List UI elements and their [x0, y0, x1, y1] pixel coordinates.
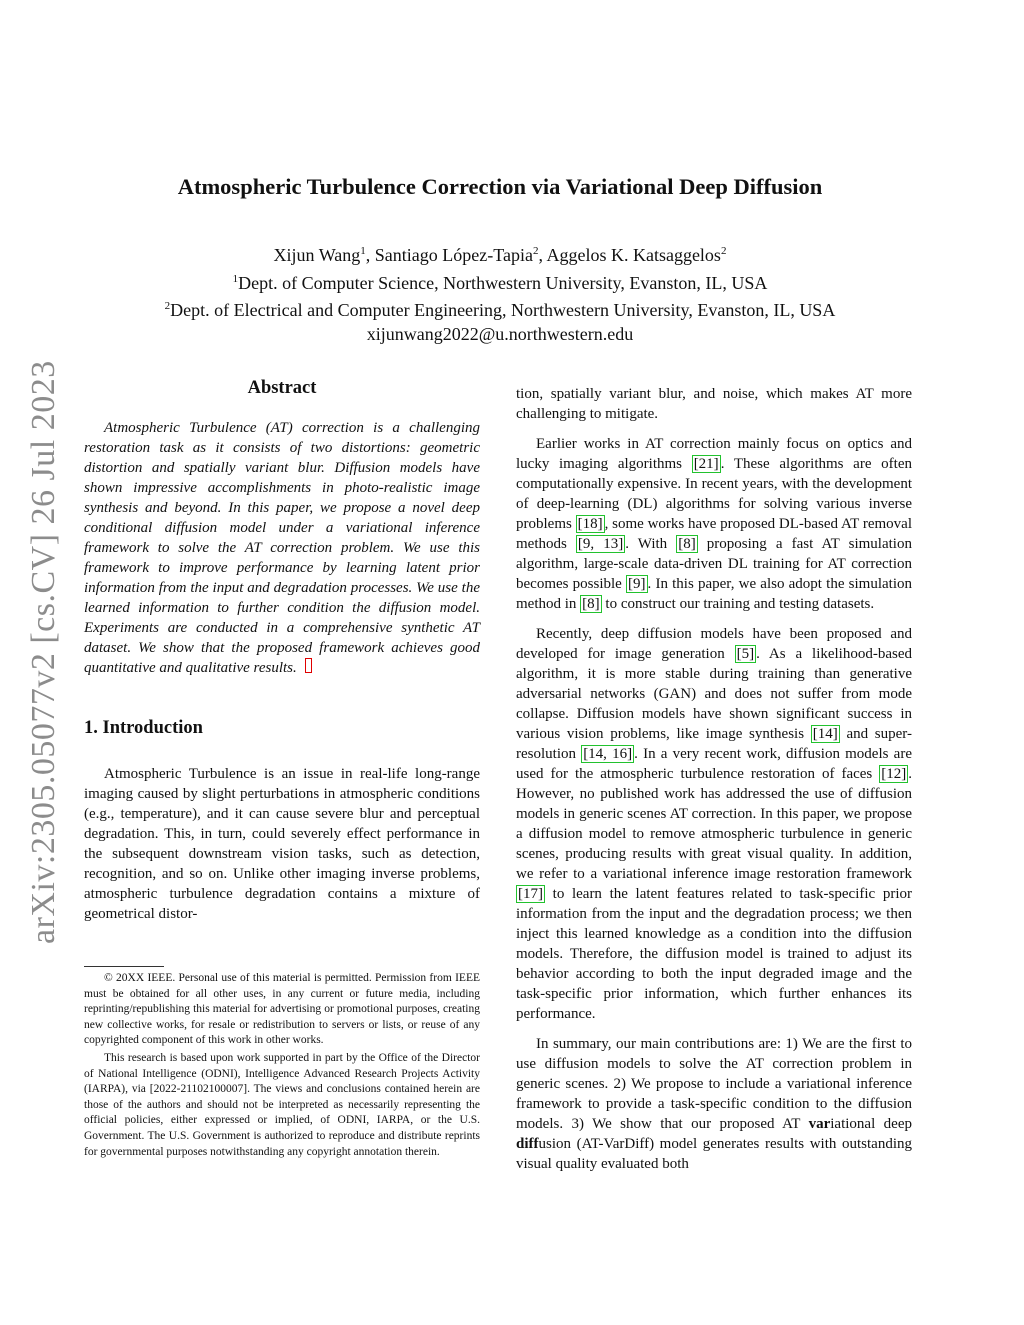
- citation-link[interactable]: [5]: [736, 646, 755, 662]
- acronym-bold-diff: diff: [516, 1136, 539, 1152]
- abstract-heading: Abstract: [247, 378, 317, 398]
- arxiv-identifier-stamp: arXiv:2305.05077v2 [cs.CV] 26 Jul 2023: [25, 360, 62, 944]
- footnote-divider: [84, 966, 164, 967]
- author-block: [0, 240, 1000, 346]
- citation-link[interactable]: [18]: [577, 516, 603, 532]
- text-run: , some works have proposed DL-based AT removal methods: [516, 516, 912, 552]
- intro-paragraph-1-continued: tion, spatially variant blur, and noise, which makes AT more challenging to mitigate.: [516, 386, 912, 422]
- affiliation-text: Dept. of Electrical and Computer Engineering, Northwestern University, Evanston, IL, USA: [170, 300, 836, 320]
- affiliation-sup: 2: [164, 300, 171, 312]
- text-run: iational deep: [830, 1116, 912, 1132]
- citation-link[interactable]: [12]: [881, 766, 907, 782]
- citation-link[interactable]: [14, 16]: [583, 746, 633, 762]
- text-run: In summary, our main contributions are: 1) We are the first to use diffusion models to solve the AT correction problem in generic scenes. 2) We propose to include a variational inference framework to provide a task-specific condition to the diffusion models. 3) We show that our proposed AT: [516, 1036, 912, 1132]
- author-names: Xijun Wang$^1$, Santiago López-Tapia$^2$, Aggelos K. Katsaggelos$^2$: [273, 245, 727, 265]
- funding-footnote: This research is based upon work supported in part by the Office of the Director of National Intelligence (ODNI), Intelligence Advanced Research Projects Activity (IARPA), via [2022-21102100007]. The views and conclusions contained herein are those of the authors and should not be interpreted as necessarily representing the official policies, either expressed or implied, of ODNI, IARPA, or the U.S. Government. The U.S. Government is authorized to reproduce and distribute reprints for governmental purposes notwithstanding any copyright annotation therein.: [84, 1051, 480, 1158]
- affiliation-line: [0, 268, 1000, 296]
- text-run: . As a likelihood-based algorithm, it is more stable during training than generative adversarial networks (GAN) and does not suffer from mode collapse. Diffusion models have shown significant success in various vision problems, like image synthesis: [516, 646, 912, 742]
- text-run: Earlier works in AT correction mainly focus on optics and lucky imaging algorithms: [516, 436, 912, 472]
- footnote-link-marker[interactable]: [305, 658, 312, 673]
- citation-link[interactable]: [9]: [628, 576, 646, 592]
- abstract-text: Atmospheric Turbulence (AT) correction is a challenging restoration task as it consists of two distortions: geometric distortion and spatially variant blur. Diffusion models have shown impressive accomplishments in photo-realistic image synthesis and beyond. In this paper, we propose a novel deep conditional diffusion model under a variational inference framework to solve the AT correction problem. We use this framework to improve performance by learning latent prior information from the input and degradation processes. We use the learned information to further condition the diffusion model. Experiments are conducted in a comprehensive synthetic AT dataset. We show that the proposed framework achieves good quantitative and qualitative results.: [84, 420, 480, 676]
- text-run: proposing a fast AT simulation algorithm, large-scale data-driven DL training for AT correction becomes possible: [516, 536, 912, 592]
- citation-link[interactable]: [9, 13]: [577, 536, 624, 552]
- author-affil-sup: 2: [532, 245, 539, 257]
- text-run: and super-resolution: [516, 726, 912, 762]
- author-name: Aggelos K. Katsaggelos: [546, 245, 721, 265]
- acronym-bold-var: var: [808, 1116, 831, 1132]
- text-run: . With: [625, 536, 677, 552]
- intro-paragraph-2: [516, 434, 912, 614]
- introduction-heading: 1. Introduction: [84, 718, 203, 738]
- author-name: Xijun Wang: [273, 245, 361, 265]
- right-column: [516, 384, 912, 1184]
- text-run: to learn the latent features related to task-specific prior information from the input and the degradation process; we then inject this learned knowledge as a condition into the diffusion models. Therefore, the diffusion model is trained to adjust its behavior according to both the input degraded image and the task-specific prior information, which further enhances its performance.: [516, 886, 912, 1022]
- citation-link[interactable]: [14]: [812, 726, 838, 742]
- citation-link[interactable]: [17]: [518, 886, 543, 902]
- affiliation-sup: 1: [232, 272, 239, 285]
- author-affil-sup: 1: [360, 245, 366, 257]
- affiliation-line: [0, 295, 1000, 323]
- left-column: [84, 378, 480, 934]
- paper-title: Atmospheric Turbulence Correction via Variational Deep Diffusion: [177, 174, 823, 199]
- citation-link[interactable]: [8]: [582, 596, 600, 612]
- author-email[interactable]: xijunwang2022@u.northwestern.edu: [366, 323, 634, 344]
- author-name: Santiago López-Tapia: [374, 245, 533, 265]
- intro-paragraph-3: [516, 624, 912, 1024]
- affiliation-text: Dept. of Computer Science, Northwestern University, Evanston, IL, USA: [238, 272, 768, 293]
- text-run: to construct our training and testing datasets.: [601, 596, 875, 612]
- author-affil-sup: 2: [720, 245, 727, 257]
- footnotes: [84, 971, 480, 1162]
- text-run: usion (AT-VarDiff) model generates results with outstanding visual quality evaluated both: [516, 1136, 912, 1172]
- citation-link[interactable]: [21]: [693, 456, 719, 472]
- intro-paragraph-1: Atmospheric Turbulence is an issue in real-life long-range imaging caused by slight perturbations in atmospheric conditions (e.g., temperature), and it can cause severe blur and perceptual degradation. This, in turn, could severely effect performance in the subsequent downstream vision tasks, such as detection, recognition, and so on. Unlike other imaging inverse problems, atmospheric turbulence degradation contains a mixture of geometrical distor-: [84, 766, 480, 922]
- text-run: Recently, deep diffusion models have been proposed and developed for image generation: [516, 626, 912, 662]
- text-run: . However, no published work has addressed the use of diffusion models in generic scenes AT correction. In this paper, we propose a diffusion model to remove atmospheric turbulence in generic scenes, producing results with great visual quality. In addition, we refer to a variational inference image restoration framework: [516, 766, 912, 882]
- copyright-footnote: © 20XX IEEE. Personal use of this material is permitted. Permission from IEEE must be obtained for all other uses, in any current or future media, including reprinting/republishing this material for advertising or promotional purposes, creating new collective works, for resale or redistribution to servers or lists, or reuse of any copyrighted component of this work in other works.: [84, 972, 480, 1047]
- text-run: . In this paper, we also adopt the simulation method in: [516, 576, 912, 612]
- citation-link[interactable]: [8]: [678, 536, 696, 552]
- text-run: . In a very recent work, diffusion models are used for the atmospheric turbulence restoration of faces: [516, 746, 912, 782]
- text-run: . These algorithms are often computationally expensive. In recent years, with the development of deep-learning (DL) algorithms for solving various inverse problems: [516, 456, 912, 532]
- abstract-body: [84, 418, 480, 678]
- intro-paragraph-4: [516, 1034, 912, 1174]
